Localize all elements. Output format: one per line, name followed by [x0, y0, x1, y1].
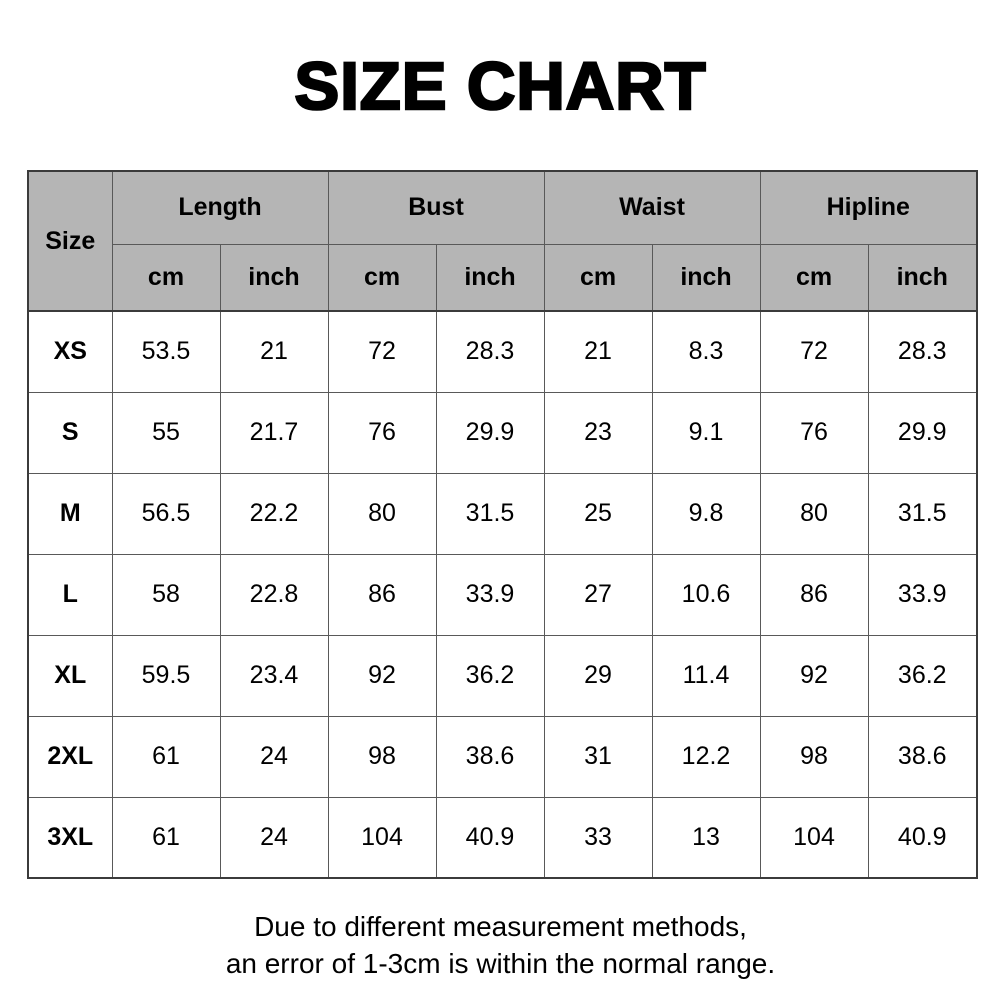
- table-cell: 80: [328, 473, 436, 554]
- table-cell: 58: [112, 554, 220, 635]
- unit-cell-bust-inch: inch: [436, 244, 544, 311]
- header-unit-row: [28, 244, 977, 311]
- table-cell: 31.5: [868, 473, 977, 554]
- table-cell: 27: [544, 554, 652, 635]
- table-row-l: [28, 554, 977, 635]
- table-row-3xl: [28, 797, 977, 878]
- size-chart-table: [27, 170, 978, 879]
- table-cell: 61: [112, 797, 220, 878]
- table-cell: 29.9: [436, 392, 544, 473]
- table-cell: 13: [652, 797, 760, 878]
- table-cell: 8.3: [652, 311, 760, 392]
- header-cell-hipline: Hipline: [760, 171, 977, 244]
- table-cell: 98: [328, 716, 436, 797]
- unit-cell-bust-cm: cm: [328, 244, 436, 311]
- row-size-label: XL: [28, 635, 112, 716]
- table-cell: 72: [328, 311, 436, 392]
- table-cell: 104: [760, 797, 868, 878]
- table-cell: 11.4: [652, 635, 760, 716]
- table-cell: 22.8: [220, 554, 328, 635]
- table-cell: 29.9: [868, 392, 977, 473]
- table-cell: 29: [544, 635, 652, 716]
- row-size-label: L: [28, 554, 112, 635]
- row-size-label: 3XL: [28, 797, 112, 878]
- row-size-label: XS: [28, 311, 112, 392]
- table-cell: 24: [220, 716, 328, 797]
- table-row-s: [28, 392, 977, 473]
- table-cell: 23: [544, 392, 652, 473]
- row-size-label: 2XL: [28, 716, 112, 797]
- measurement-note-line1: Due to different measurement methods,: [254, 911, 747, 942]
- header-group-row: [28, 171, 977, 244]
- header-cell-size: Size: [28, 171, 112, 311]
- table-cell: 40.9: [436, 797, 544, 878]
- table-cell: 28.3: [436, 311, 544, 392]
- unit-cell-hipline-inch: inch: [868, 244, 977, 311]
- unit-cell-waist-cm: cm: [544, 244, 652, 311]
- table-cell: 76: [760, 392, 868, 473]
- table-cell: 86: [328, 554, 436, 635]
- table-cell: 22.2: [220, 473, 328, 554]
- table-cell: 31.5: [436, 473, 544, 554]
- table-cell: 38.6: [868, 716, 977, 797]
- table-cell: 25: [544, 473, 652, 554]
- header-cell-waist: Waist: [544, 171, 760, 244]
- table-cell: 23.4: [220, 635, 328, 716]
- table-cell: 76: [328, 392, 436, 473]
- table-cell: 21.7: [220, 392, 328, 473]
- measurement-note: [0, 908, 1001, 982]
- table-cell: 86: [760, 554, 868, 635]
- table-row-xl: [28, 635, 977, 716]
- table-cell: 55: [112, 392, 220, 473]
- table-cell: 92: [328, 635, 436, 716]
- table-cell: 24: [220, 797, 328, 878]
- table-cell: 28.3: [868, 311, 977, 392]
- table-cell: 38.6: [436, 716, 544, 797]
- row-size-label: M: [28, 473, 112, 554]
- unit-cell-hipline-cm: cm: [760, 244, 868, 311]
- table-row-xs: [28, 311, 977, 392]
- table-cell: 40.9: [868, 797, 977, 878]
- table-cell: 36.2: [436, 635, 544, 716]
- table-cell: 9.8: [652, 473, 760, 554]
- row-size-label: S: [28, 392, 112, 473]
- table-cell: 59.5: [112, 635, 220, 716]
- table-cell: 33: [544, 797, 652, 878]
- header-cell-length: Length: [112, 171, 328, 244]
- table-cell: 31: [544, 716, 652, 797]
- table-cell: 92: [760, 635, 868, 716]
- table-cell: 33.9: [436, 554, 544, 635]
- unit-cell-length-inch: inch: [220, 244, 328, 311]
- table-cell: 10.6: [652, 554, 760, 635]
- table-cell: 98: [760, 716, 868, 797]
- table-cell: 104: [328, 797, 436, 878]
- table-cell: 53.5: [112, 311, 220, 392]
- table-cell: 21: [220, 311, 328, 392]
- measurement-note-line2: an error of 1-3cm is within the normal range.: [225, 948, 776, 979]
- table-cell: 56.5: [112, 473, 220, 554]
- table-cell: 9.1: [652, 392, 760, 473]
- table-cell: 80: [760, 473, 868, 554]
- table-cell: 21: [544, 311, 652, 392]
- table-cell: 61: [112, 716, 220, 797]
- table-cell: 12.2: [652, 716, 760, 797]
- table-row-2xl: [28, 716, 977, 797]
- table-cell: 72: [760, 311, 868, 392]
- table-cell: 36.2: [868, 635, 977, 716]
- table-cell: 33.9: [868, 554, 977, 635]
- unit-cell-length-cm: cm: [112, 244, 220, 311]
- unit-cell-waist-inch: inch: [652, 244, 760, 311]
- page-title: SIZE CHART: [294, 49, 707, 124]
- table-row-m: [28, 473, 977, 554]
- header-cell-bust: Bust: [328, 171, 544, 244]
